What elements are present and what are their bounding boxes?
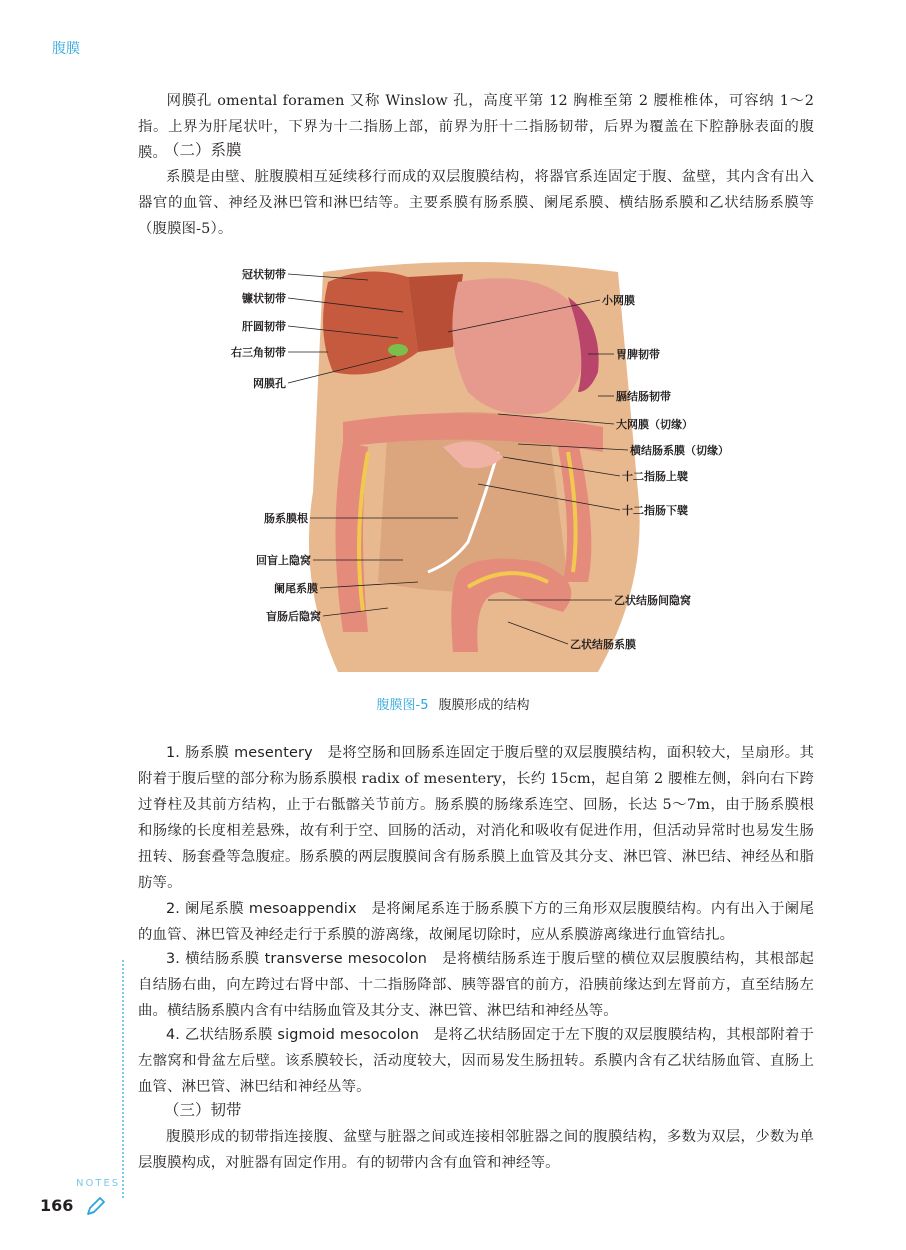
label-mesoappendix: 阑尾系膜: [274, 582, 318, 595]
item-mesentery: [138, 740, 814, 896]
liver-right-lobe: [323, 272, 418, 375]
figure-caption: [0, 694, 906, 713]
running-header: 腹膜: [52, 41, 80, 57]
item-text: 是将阑尾系连于肠系膜下方的三角形双层腹膜结构。内有出入于阑尾的血管、淋巴管及神经走行于系膜的游离缘，故阑尾切除时，应从系膜游离缘进行血管结扎。: [138, 901, 814, 943]
item-text: 是将空肠和回肠系连固定于腹后壁的双层腹膜结构，面积较大，呈扇形。其附着于腹后壁的部分称为: [138, 745, 814, 787]
label-mesentery-root: 肠系膜根: [264, 512, 308, 525]
margin-dotted-line: [122, 960, 124, 1198]
section-heading-ligaments: （三）韧带: [164, 1101, 242, 1119]
paragraph-text: 系膜是由壁、脏腹膜相互延续移行而成的双层腹膜结构，将器官系连固定于腹、盆壁，其内含有出入器官的血管、神经及淋巴管和淋巴结等。主要系膜有肠系膜、阑尾系膜、横结肠系膜和乙状结肠系膜等（腹膜图-5）。: [138, 169, 814, 237]
section-heading-mesentery: （二）系膜: [164, 141, 242, 159]
figure-number: 腹膜图-5: [376, 698, 429, 713]
paragraph-mesentery-intro: [138, 164, 814, 242]
peritoneum-figure: [218, 252, 726, 682]
label-inferior-duodenal-fold: 十二指肠下襞: [622, 504, 688, 517]
page-number: 166: [40, 1196, 74, 1215]
paragraph-text: 腹膜形成的韧带指连接腹、盆壁与脏器之间或连接相邻脏器之间的腹膜结构，多数为双层，少数为单层腹膜构成，对脏器有固定作用。有的韧带内含有血管和神经等。: [138, 1129, 814, 1171]
omental-foramen-mark: [388, 344, 408, 356]
label-transverse-mesocolon-cut: 横结肠系膜（切缘）: [630, 444, 726, 457]
label-right-triangular-ligament: 右三角韧带: [231, 346, 286, 359]
label-greater-omentum-cut: 大网膜（切缘）: [616, 418, 693, 431]
term-omental-foramen: 网膜孔: [166, 93, 212, 109]
anatomy-illustration: [218, 252, 726, 682]
term-mesentery-root: 肠系膜根: [298, 771, 357, 787]
item-sigmoid-mesocolon: [138, 1022, 814, 1100]
item-text: radix of mesentery，长约 15cm，起自第 2 腰椎左侧，斜向右下跨过脊柱及其前方结构，止于右骶髂关节前方。肠系膜的肠缘系连空、回肠，长达 5～7m，由于肠系膜根和肠缘的长度相差悬殊，故有利于空、回肠的活动，对消化和吸收有促进作用，但活动异常时也易发生肠扭转、肠套叠等急腹症。肠系膜的两层腹膜间含有肠系膜上血管及其分支、淋巴管、淋巴结、神经丛和脂肪等。: [138, 771, 814, 891]
item-text: 是将横结肠系连于腹后壁的横位双层腹膜结构，其根部起自结肠右曲，向左跨过右肾中部、十二指肠降部、胰等器官的前方，沿胰前缘达到左肾前方，直至结肠左曲。横结肠系膜内含有中结肠血管及其分支、淋巴管、淋巴结和神经丛等。: [138, 951, 815, 1019]
label-gastrosplenic-ligament: 胃脾韧带: [616, 348, 660, 361]
label-lesser-omentum: 小网膜: [602, 294, 635, 307]
stomach: [452, 278, 583, 414]
paragraph-ligaments: [138, 1124, 814, 1176]
label-superior-duodenal-fold: 十二指肠上襞: [622, 470, 688, 483]
item-heading: 3. 横结肠系膜 transverse mesocolon: [166, 951, 427, 967]
item-mesoappendix: [138, 896, 814, 948]
pencil-icon: [84, 1196, 106, 1218]
item-transverse-mesocolon: [138, 946, 814, 1024]
label-intersigmoid-recess: 乙状结肠间隐窝: [614, 594, 691, 607]
paragraph-text: omental foramen 又称 Winslow 孔，高度平第 12 胸椎至第 2 腰椎椎体，可容纳 1～2 指。上界为肝尾状叶，下界为十二指肠上部，前界为肝十二指肠韧带，后界为覆盖在下腔静脉表面的腹膜。: [138, 93, 815, 161]
label-coronary-ligament: 冠状韧带: [242, 268, 286, 281]
label-superior-ileocecal-recess: 回盲上隐窝: [256, 554, 311, 567]
label-falciform-ligament: 镰状韧带: [242, 292, 286, 305]
label-retrocecal-recess: 盲肠后隐窝: [266, 610, 321, 623]
label-sigmoid-mesocolon: 乙状结肠系膜: [570, 638, 636, 651]
item-heading: 2. 阑尾系膜 mesoappendix: [166, 901, 357, 917]
label-ligamentum-teres: 肝圆韧带: [242, 320, 286, 333]
notes-label: NOTES: [76, 1178, 121, 1189]
label-omental-foramen: 网膜孔: [253, 377, 286, 390]
item-heading: 4. 乙状结肠系膜 sigmoid mesocolon: [166, 1027, 420, 1043]
item-text: 是将乙状结肠固定于左下腹的双层腹膜结构，其根部附着于左髂窝和骨盆左后壁。该系膜较长，活动度较大，因而易发生肠扭转。系膜内含有乙状结肠血管、直肠上血管、淋巴管、淋巴结和神经丛等。: [138, 1027, 815, 1095]
item-heading: 1. 肠系膜 mesentery: [166, 745, 313, 761]
label-phrenicocolic-ligament: 膈结肠韧带: [616, 390, 671, 403]
figure-title: 腹膜形成的结构: [438, 698, 530, 713]
